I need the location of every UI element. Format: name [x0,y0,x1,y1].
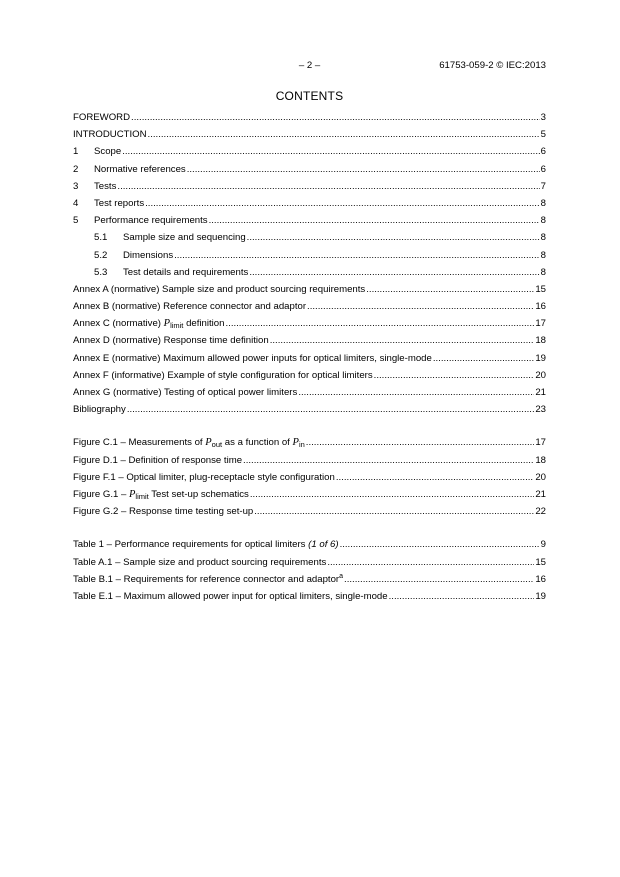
toc-entry-annex-a[interactable] [73,284,546,301]
table-entry-label: Table A.1 – Sample size and product sourcing requirements [73,556,327,568]
toc-entry-label: Performance requirements [94,215,208,227]
toc-entry-scope[interactable] [73,146,546,163]
table-entry-page: 15 [535,556,546,568]
toc-entry-label: Normative references [94,163,186,175]
toc-entry-label: Annex C (normative) $P_{limit}$ definition [73,318,225,331]
toc-entry-annex-g[interactable] [73,387,546,404]
toc-section-tables [73,539,546,608]
figure-entry-page: 18 [535,454,546,466]
toc-entry-annex-e[interactable] [73,353,546,370]
toc-entry-page: 6 [540,163,546,175]
table-entry-label: Table 1 – Performance requirements for optical limiters (1 of 6) [73,539,339,551]
toc-entry-normative-references[interactable] [73,164,546,181]
figure-entry-g1[interactable] [73,489,546,506]
figure-entry-page: 20 [535,471,546,483]
toc-entry-annex-f[interactable] [73,370,546,387]
toc-section-clauses [73,112,546,421]
toc-entry-page: 6 [540,146,546,158]
toc-entry-label: Annex F (informative) Example of style configuration for optical limiters [73,369,373,381]
toc-entry-page: 18 [535,335,546,347]
toc-entry-bibliography[interactable] [73,404,546,421]
table-entry-b1[interactable] [73,574,546,591]
toc-entry-label: Annex G (normative) Testing of optical power limiters [73,387,298,398]
table-entry-label: Table E.1 – Maximum allowed power input for optical limiters, single-mode [73,590,388,602]
toc-entry-number: 2 [73,163,79,175]
table-of-contents [73,112,546,608]
figure-entry-g2[interactable] [73,506,546,523]
toc-entry-performance-requirements[interactable] [73,215,546,232]
toc-section-figures [73,437,546,523]
figure-entry-label: Figure F.1 – Optical limiter, plug-receptacle style configuration [73,471,335,483]
figure-entry-d1[interactable] [73,455,546,472]
toc-entry-page: 5 [540,129,546,141]
toc-entry-number: 4 [73,197,79,209]
toc-entry-test-reports[interactable] [73,198,546,215]
toc-entry-label: Dimensions [123,249,174,261]
toc-entry-label: INTRODUCTION [73,129,147,141]
symbol-p: P [163,318,171,330]
toc-entry-page: 8 [540,266,546,278]
toc-entry-annex-b[interactable] [73,301,546,318]
toc-entry-sample-size[interactable] [73,232,546,249]
toc-entry-page: 17 [535,318,546,330]
toc-entry-test-details[interactable] [73,267,546,284]
toc-entry-number: 5.3 [94,266,108,278]
toc-entry-page: 8 [540,215,546,227]
toc-entry-label: Annex D (normative) Response time definition [73,335,269,347]
figure-entry-f1[interactable] [73,472,546,489]
toc-entry-dimensions[interactable] [73,250,546,267]
page-header [73,60,546,74]
toc-entry-page: 3 [540,112,546,123]
toc-entry-number: 5 [73,215,79,227]
figure-entry-c1[interactable] [73,437,546,454]
figure-entry-page: 17 [535,437,546,449]
toc-entry-page: 7 [540,180,546,192]
toc-entry-page: 23 [535,404,546,416]
toc-entry-page: 15 [535,283,546,295]
toc-entry-foreword[interactable] [73,112,546,129]
toc-entry-number: 3 [73,180,79,192]
toc-entry-label: Sample size and sequencing [123,232,246,244]
toc-entry-number: 5.1 [94,232,108,244]
table-entry-note: (1 of 6) [308,539,339,551]
toc-entry-label: Annex B (normative) Reference connector and adaptor [73,301,307,313]
document-id: 61753-059-2 © IEC:2013 [439,60,546,71]
toc-entry-label: Tests [94,180,117,192]
figure-entry-label: Figure G.2 – Response time testing set-up [73,506,254,518]
table-entry-a1[interactable] [73,557,546,574]
page-number: – 2 – [298,60,321,71]
contents-title: CONTENTS [275,89,344,103]
toc-entry-page: 8 [540,232,546,244]
toc-entry-page: 16 [535,301,546,313]
table-entry-label: Table B.1 – Requirements for reference connector and adaptor$^a$ [73,572,344,585]
toc-entry-page: 20 [535,369,546,381]
toc-entry-label: Test details and requirements [123,266,249,278]
toc-entry-label: Scope [94,146,122,158]
toc-entry-label: Test reports [94,197,145,209]
toc-entry-tests[interactable] [73,181,546,198]
table-entry-page: 19 [535,590,546,602]
figure-entry-page: 21 [535,488,546,500]
toc-entry-number: 5.2 [94,249,108,261]
toc-entry-introduction[interactable] [73,129,546,146]
toc-entry-page: 19 [535,352,546,364]
table-entry-page: 16 [535,573,546,585]
toc-entry-label: Bibliography [73,404,126,416]
toc-entry-page: 21 [535,387,546,398]
table-entry-1[interactable] [73,539,546,556]
toc-entry-label: Annex A (normative) Sample size and product sourcing requirements [73,283,366,295]
figure-entry-label: Figure $G.1 - P_{limit}$ Test set-up schematics [73,488,249,501]
toc-entry-page: 8 [540,197,546,209]
toc-entry-annex-d[interactable] [73,335,546,352]
toc-entry-page: 8 [540,249,546,261]
toc-entry-number: 1 [73,146,79,158]
toc-entry-label: FOREWORD [73,112,131,123]
table-entry-e1[interactable] [73,591,546,608]
toc-entry-label: Annex E (normative) Maximum allowed power inputs for optical limiters, single-mode [73,352,432,364]
subscript-limit: limit [170,321,184,331]
figure-entry-label: Figure D.1 – Definition of response time [73,454,243,466]
footnote-marker: a [339,572,344,580]
figure-entry-label: Figure C.1 – Measurements of $P_{out}$ as a function of $P_{in}$ [73,437,305,450]
toc-entry-annex-c[interactable] [73,318,546,335]
figure-entry-page: 22 [535,506,546,518]
table-entry-page: 9 [540,539,546,551]
